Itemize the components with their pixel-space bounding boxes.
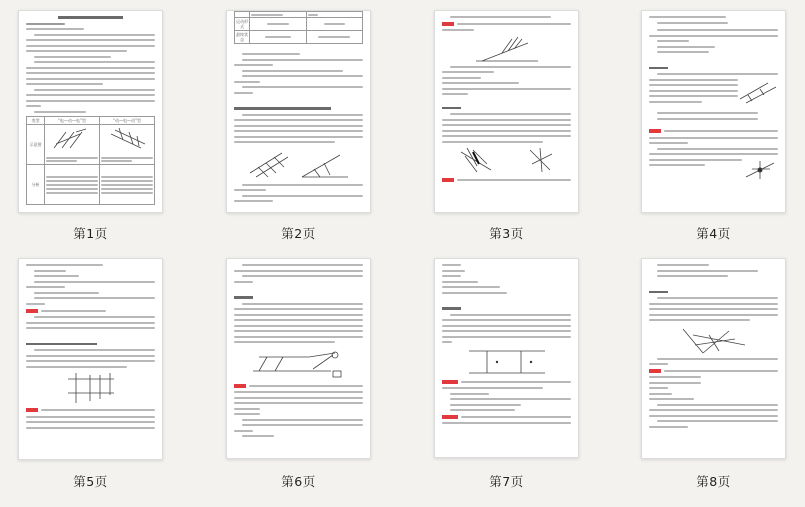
v-rail-diagram	[679, 325, 749, 355]
comparison-table: 类型 “电—动—电”型 “动—电—动”型 示意图 分析	[26, 116, 155, 205]
page-preview[interactable]	[18, 10, 163, 213]
analysis-tag	[26, 408, 38, 412]
force-diagrams	[442, 146, 571, 174]
page-preview[interactable]	[18, 258, 163, 460]
analysis-tag	[649, 369, 661, 373]
page-preview[interactable]	[641, 258, 786, 459]
section-heading	[442, 307, 461, 310]
page-label[interactable]: 第6页	[281, 474, 316, 489]
solution-two-tag	[442, 415, 458, 419]
incline-diagram	[472, 35, 542, 63]
page-label[interactable]: 第5页	[73, 474, 108, 489]
page-preview[interactable]	[226, 10, 371, 213]
page-label[interactable]: 第3页	[489, 226, 524, 241]
diagram-left	[44, 125, 99, 165]
page-preview[interactable]	[434, 10, 579, 213]
section-heading	[649, 291, 668, 294]
analysis-tag	[234, 384, 246, 388]
rail-diagram	[738, 79, 778, 105]
page-preview[interactable]	[434, 258, 579, 458]
page-label[interactable]: 第1页	[73, 226, 108, 241]
force-diagram	[742, 159, 778, 181]
page-label[interactable]: 第7页	[489, 474, 524, 489]
page-preview[interactable]	[641, 10, 786, 213]
solution-one-tag	[442, 380, 458, 384]
double-rod-diagram	[66, 371, 116, 405]
analysis-tag	[442, 178, 454, 182]
answer-tag	[26, 309, 38, 313]
page-label[interactable]: 第4页	[696, 226, 731, 241]
rail-diagram	[244, 147, 354, 181]
field-diagram	[467, 347, 547, 377]
analysis-tag	[649, 129, 661, 133]
page-preview[interactable]	[226, 258, 371, 459]
section-heading	[26, 343, 97, 346]
pulley-diagram	[249, 347, 349, 381]
diagram-right	[99, 125, 154, 165]
page-label[interactable]: 第8页	[696, 474, 731, 489]
state-table: 运动形式 最终状态	[234, 11, 363, 44]
section-heading	[442, 107, 461, 110]
analysis-tag	[442, 22, 454, 26]
page-title-line	[58, 16, 123, 19]
section-heading	[234, 107, 331, 110]
section-heading	[649, 67, 668, 70]
section-heading	[234, 296, 253, 299]
page-label[interactable]: 第2页	[281, 226, 316, 241]
